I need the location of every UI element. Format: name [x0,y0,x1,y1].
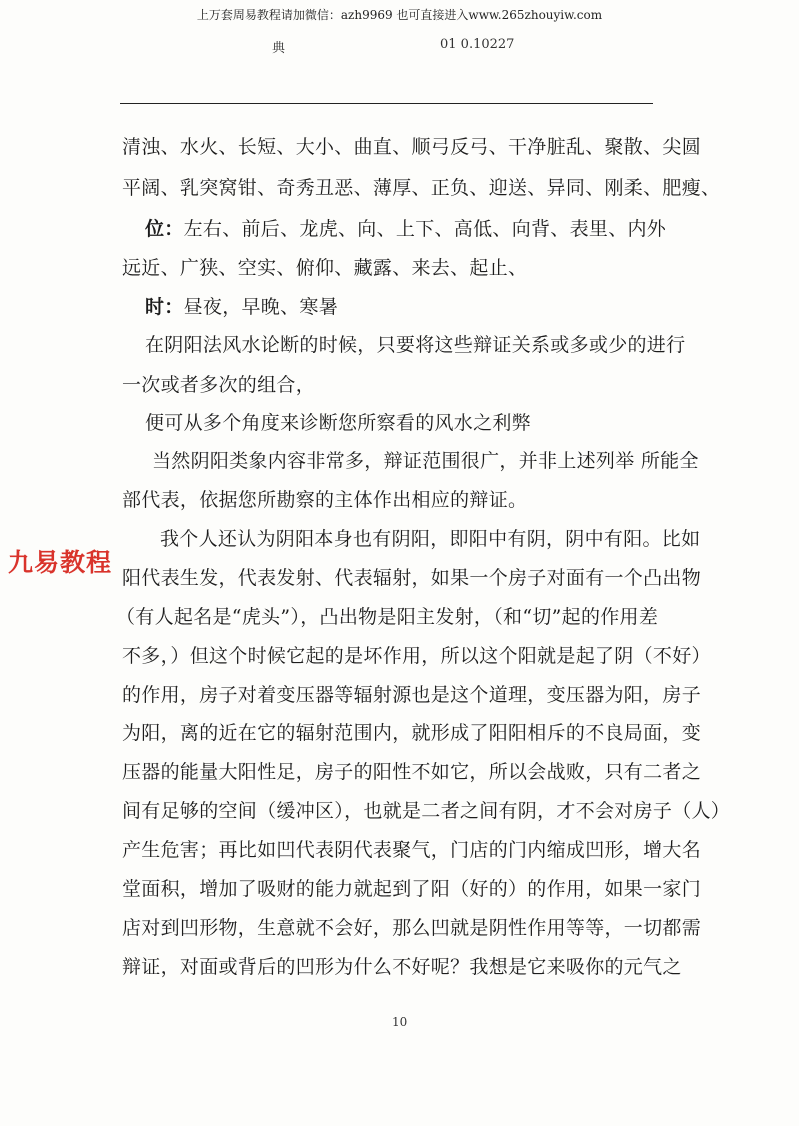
header-watermark: 上万套周易教程请加微信：azh9969 也可直接进入www.265zhouyiw.com [196,8,603,22]
text-line: 在阴阳法风水论断的时候，只要将这些辩证关系或多或少的进行 [145,334,686,356]
section-label: 位： [145,218,184,240]
text-line: 一次或者多次的组合， [122,374,316,396]
text-line: 位：左右、前后、龙虎、向、上下、高低、向背、表里、内外 [145,218,667,240]
header-code: 01 0.10227 [440,37,515,52]
text-line: 便可从多个角度来诊断您所察看的风水之利弊 [145,412,532,434]
header-rule [120,103,653,104]
text-line: 间有足够的空间（缓冲区），也就是二者之间有阴，才不会对房子（人） [122,800,731,822]
text-line: 堂面积，增加了吸财的能力就起到了阳（好的）的作用，如果一家门 [122,878,702,900]
text-line: 店对到凹形物，生意就不会好，那么凹就是阴性作用等等，一切都需 [122,917,702,939]
page-number: 10 [392,1015,408,1029]
text-line: （有人起名是“虎头”），凸出物是阳主发射，（和“切”起的作用差 [116,606,659,628]
text-line: 远近、广狭、空实、俯仰、藏露、来去、起止、 [122,257,528,279]
text-line: 为阳，离的近在它的辐射范围内，就形成了阳阳相斥的不良局面，变 [122,722,702,744]
brand-logo: 九易教程 [8,548,113,577]
text-line: 平阔、乳突窝钳、奇秀丑恶、薄厚、正负、迎送、异同、刚柔、肥瘦、 [122,177,721,199]
text-line: 时：昼夜，早晚、寒暑 [145,296,339,318]
text-line: 产生危害；再比如凹代表阴代表聚气，门店的门内缩成凹形，增大名 [122,839,702,861]
text-line: 当然阴阳类象内容非常多，辩证范围很广，并非上述列举 所能全 [152,450,699,472]
text-line: 阳代表生发，代表发射、代表辐射，如果一个房子对面有一个凸出物 [122,567,702,589]
text-line: 的作用，房子对着变压器等辐射源也是这个道理，变压器为阳，房子 [122,684,702,706]
text-line: 辩证，对面或背后的凹形为什么不好呢？我想是它来吸你的元气之 [122,956,682,978]
text-line: 压器的能量大阳性足，房子的阳性不如它，所以会战败，只有二者之 [122,761,702,783]
section-label: 时： [145,296,184,318]
text-line: 不多，）但这个时候它起的是坏作用，所以这个阳就是起了阴（不好） [122,645,711,667]
text-line: 清浊、水火、长短、大小、曲直、顺弓反弓、干净脏乱、聚散、尖圆 [122,136,702,158]
text-line: 部代表，依据您所勘察的主体作出相应的辩证。 [122,489,528,511]
text-line: 我个人还认为阴阳本身也有阴阳，即阳中有阴，阴中有阳。比如 [160,528,701,550]
header-char: 典 [272,41,286,56]
